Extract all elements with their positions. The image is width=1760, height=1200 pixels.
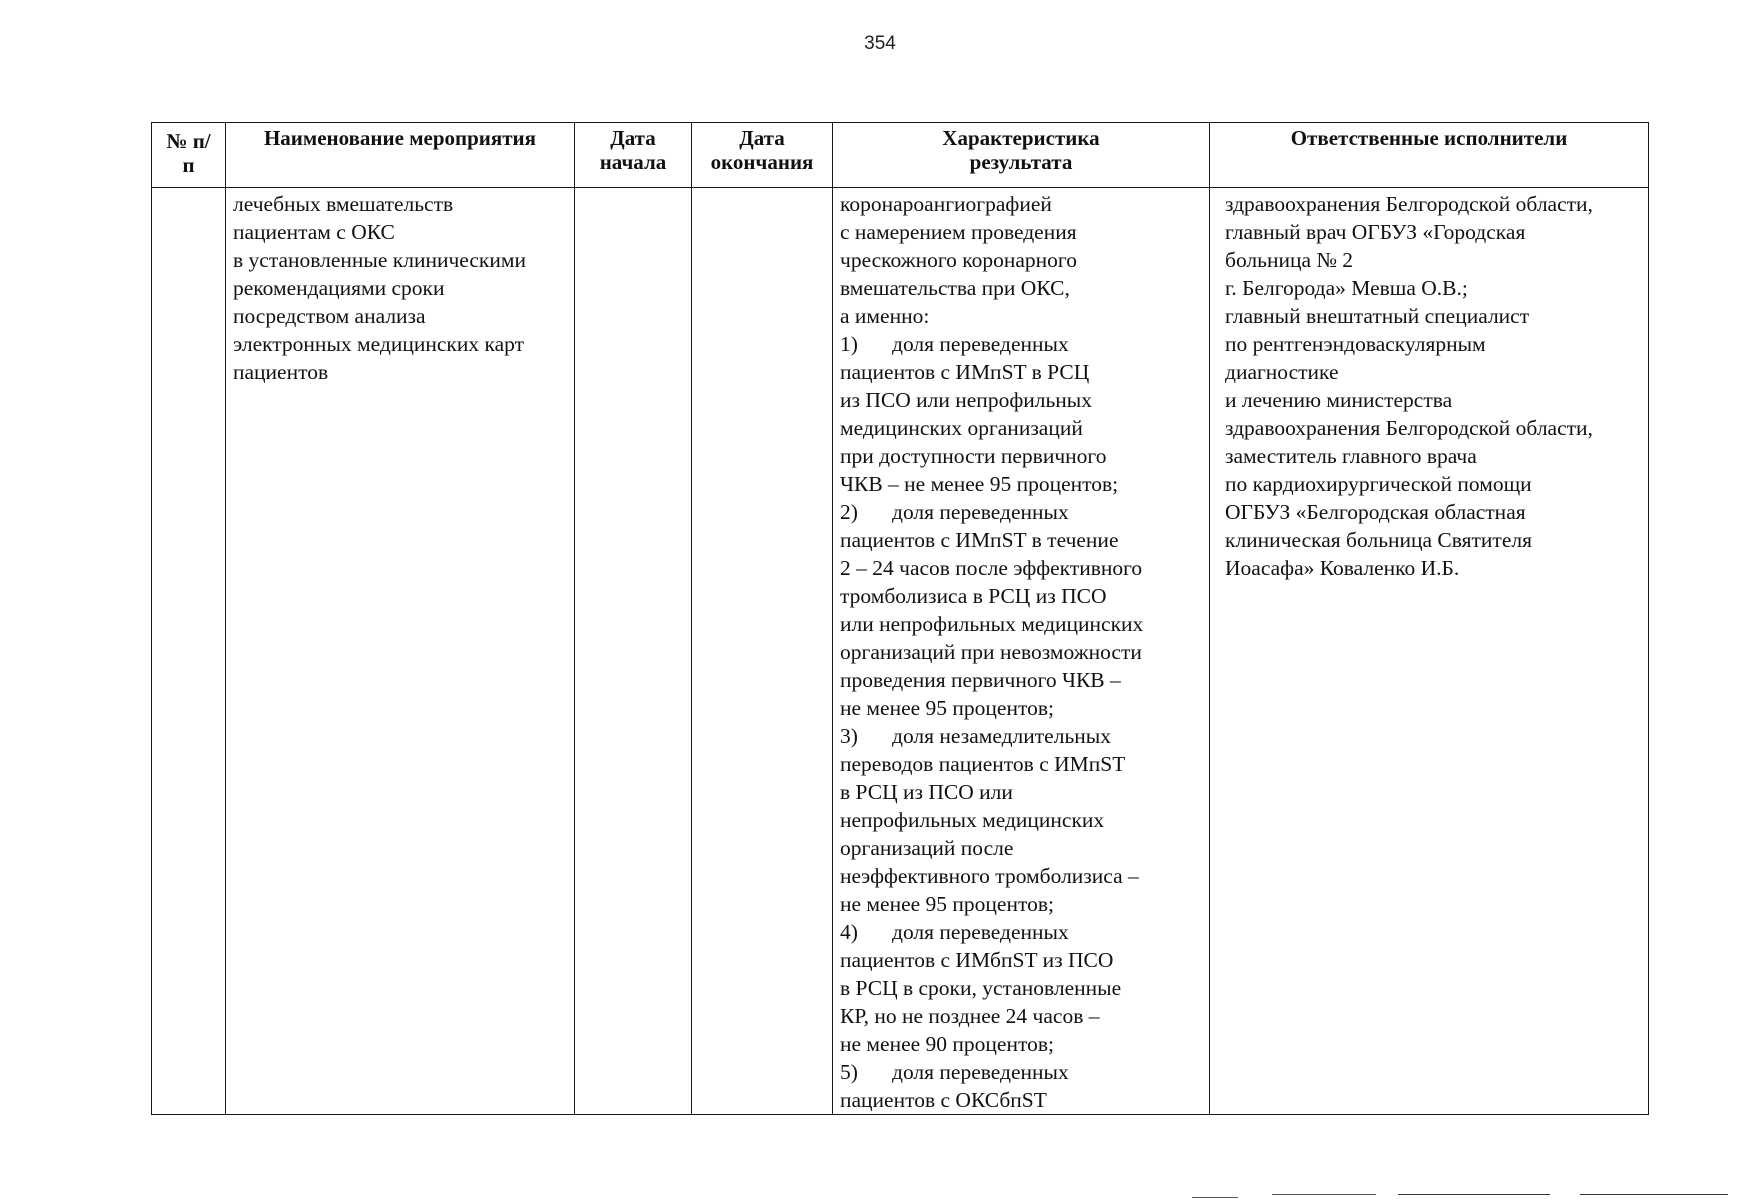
result-item-continuation: медицинских организаций [840,416,1083,440]
event-name-line: посредством анализа [233,304,426,328]
cell-number [152,188,226,1115]
result-item-continuation: не менее 95 процентов; [840,696,1054,720]
responsible-line: клиническая больница Святителя [1225,528,1532,552]
cell-result [833,188,1210,1115]
event-name-line: пациентов [233,360,329,384]
event-name-line: лечебных вмешательств [233,192,454,216]
responsible-line: и лечению министерства [1225,388,1453,412]
result-item-number: 1) [840,332,858,356]
cell-end-date [692,188,833,1115]
result-list-item [840,498,1203,526]
responsible-line: г. Белгорода» Мевша О.В.; [1225,276,1468,300]
responsible-line: здравоохранения Белгородской области, [1225,192,1593,216]
result-item-continuation: пациентов с ОКСбпST [840,1088,1047,1112]
result-item-continuation: КР, но не позднее 24 часов – [840,1004,1100,1028]
result-item-continuation: при доступности первичного [840,444,1107,468]
responsible-line: диагностике [1225,360,1339,384]
responsible-line: заместитель главного врача [1225,444,1477,468]
result-item-continuation: тромболизиса в РСЦ из ПСО [840,584,1107,608]
result-item-continuation: в РСЦ в сроки, установленные [840,976,1122,1000]
header-responsible: Ответственные исполнители [1210,123,1649,188]
result-item-continuation: в РСЦ из ПСО или [840,780,1013,804]
result-item-continuation: проведения первичного ЧКВ – [840,668,1121,692]
result-item-continuation: пациентов с ИМбпST из ПСО [840,948,1114,972]
result-list-item [840,330,1203,358]
responsible-line: по кардиохирургической помощи [1225,472,1532,496]
result-item-continuation: не менее 90 процентов; [840,1032,1054,1056]
scan-mark-line [1272,1194,1376,1195]
result-item-text: доля переведенных [892,1060,1069,1084]
result-intro-line: а именно: [840,304,930,328]
result-item-number: 3) [840,724,858,748]
result-item-continuation: из ПСО или непрофильных [840,388,1092,412]
responsible-line: главный внештатный специалист [1225,304,1530,328]
result-item-continuation: 2 – 24 часов после эффективного [840,556,1143,580]
responsible-line: главный врач ОГБУЗ «Городская [1225,220,1526,244]
responsible-line: больница № 2 [1225,248,1354,272]
result-item-continuation: организаций после [840,836,1014,860]
result-item-continuation: организаций при невозможности [840,640,1142,664]
event-name-line: в установленные клиническими [233,248,526,272]
result-list-item [840,918,1203,946]
header-number: № п/п [152,123,226,188]
result-item-text: доля переведенных [892,920,1069,944]
result-list-item [840,722,1203,750]
result-item-continuation: или непрофильных медицинских [840,612,1144,636]
header-result: Характеристика результата [833,123,1210,188]
result-item-continuation: ЧКВ – не менее 95 процентов; [840,472,1119,496]
result-item-continuation: пациентов с ИМпST в течение [840,528,1119,552]
header-end-date: Дата окончания [692,123,833,188]
responsible-line: ОГБУЗ «Белгородская областная [1225,500,1526,524]
scan-mark-line [1398,1194,1550,1195]
event-name-line: электронных медицинских карт [233,332,524,356]
responsible-line: здравоохранения Белгородской области, [1225,416,1593,440]
result-intro-line: вмешательства при ОКС, [840,276,1070,300]
result-intro-line: с намерением проведения [840,220,1077,244]
table-header-row [152,123,1649,188]
result-list-item [840,1058,1203,1086]
result-item-text: доля незамедлительных [892,724,1111,748]
plan-table [151,122,1649,1115]
cell-responsible [1210,188,1649,1115]
responsible-line: по рентгенэндоваскулярным [1225,332,1486,356]
event-name-line: пациентам с ОКС [233,220,395,244]
result-item-text: доля переведенных [892,500,1069,524]
result-intro-line: коронароангиографией [840,192,1052,216]
result-intro-line: чрескожного коронарного [840,248,1077,272]
result-item-number: 5) [840,1060,858,1084]
result-item-number: 4) [840,920,858,944]
result-item-continuation: неэффективного тромболизиса – [840,864,1139,888]
cell-event-name [226,188,575,1115]
header-start-date: Дата начала [575,123,692,188]
result-item-continuation: пациентов с ИМпST в РСЦ [840,360,1090,384]
result-item-number: 2) [840,500,858,524]
scan-mark-line [1192,1197,1238,1198]
header-event-name: Наименование мероприятия [226,123,575,188]
cell-start-date [575,188,692,1115]
table-row [152,188,1649,1115]
page-number: 354 [864,33,896,54]
responsible-line: Иоасафа» Коваленко И.Б. [1225,556,1460,580]
event-name-line: рекомендациями сроки [233,276,445,300]
scan-mark-line [1580,1194,1728,1195]
result-item-continuation: переводов пациентов с ИМпST [840,752,1126,776]
result-item-continuation: не менее 95 процентов; [840,892,1054,916]
result-item-text: доля переведенных [892,332,1069,356]
result-item-continuation: непрофильных медицинских [840,808,1105,832]
